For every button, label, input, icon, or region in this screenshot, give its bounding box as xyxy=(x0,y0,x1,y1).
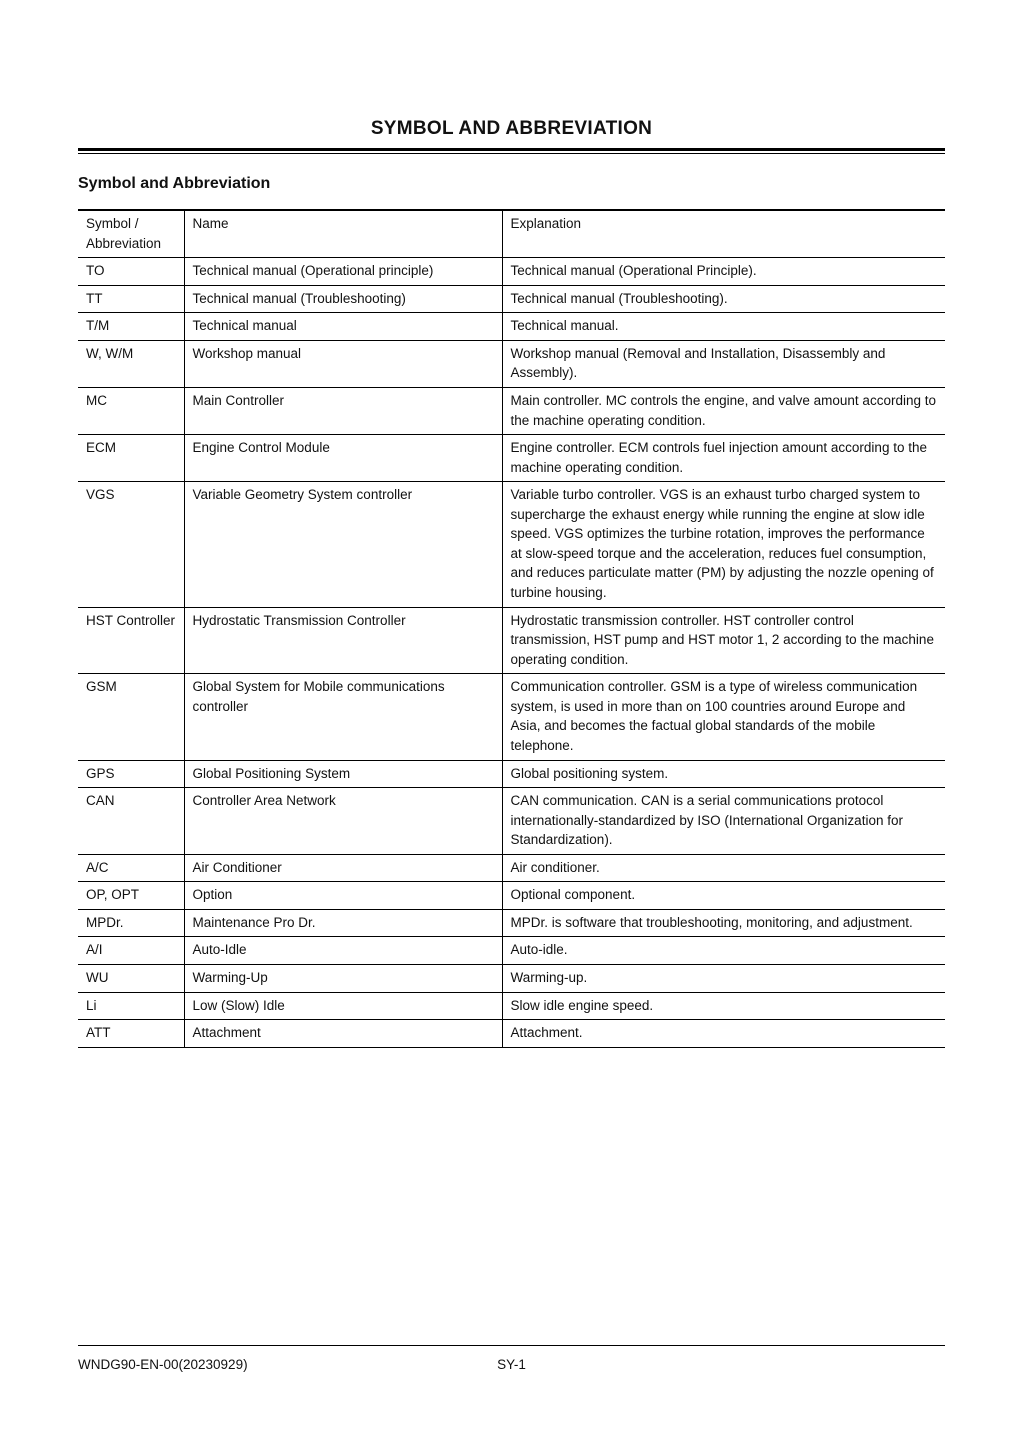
explanation-cell: Slow idle engine speed. xyxy=(502,992,945,1020)
explanation-cell: Technical manual (Operational Principle). xyxy=(502,258,945,286)
explanation-cell: CAN communication. CAN is a serial communications protocol internationally-standardized by ISO (International Organization for Standardization). xyxy=(502,788,945,855)
name-cell: Technical manual (Troubleshooting) xyxy=(184,285,502,313)
symbol-cell: MC xyxy=(78,387,184,434)
symbol-cell: OP, OPT xyxy=(78,882,184,910)
symbol-cell: A/C xyxy=(78,854,184,882)
explanation-cell: Auto-idle. xyxy=(502,937,945,965)
table-row xyxy=(78,285,945,313)
table-row xyxy=(78,435,945,482)
name-cell: Hydrostatic Transmission Controller xyxy=(184,607,502,674)
table-row xyxy=(78,909,945,937)
explanation-cell: Technical manual. xyxy=(502,313,945,341)
name-cell: Technical manual (Operational principle) xyxy=(184,258,502,286)
explanation-cell: Workshop manual (Removal and Installation, Disassembly and Assembly). xyxy=(502,340,945,387)
table-row xyxy=(78,607,945,674)
name-cell: Maintenance Pro Dr. xyxy=(184,909,502,937)
table-row xyxy=(78,788,945,855)
table-row xyxy=(78,313,945,341)
header-explanation: Explanation xyxy=(502,210,945,258)
symbol-cell: CAN xyxy=(78,788,184,855)
title-rule xyxy=(78,148,945,154)
table-row xyxy=(78,387,945,434)
symbol-cell: MPDr. xyxy=(78,909,184,937)
symbol-cell: WU xyxy=(78,965,184,993)
table-header-row xyxy=(78,210,945,258)
symbol-cell: GPS xyxy=(78,760,184,788)
symbol-cell: HST Controller xyxy=(78,607,184,674)
page-title: SYMBOL AND ABBREVIATION xyxy=(370,118,653,139)
abbreviation-table xyxy=(78,209,945,1048)
table-row xyxy=(78,258,945,286)
abbreviation-table-body xyxy=(78,258,945,1048)
explanation-cell: Air conditioner. xyxy=(502,854,945,882)
name-cell: Engine Control Module xyxy=(184,435,502,482)
table-row xyxy=(78,1020,945,1048)
header-symbol: Symbol / Abbreviation xyxy=(78,210,184,258)
header-name: Name xyxy=(184,210,502,258)
table-row xyxy=(78,760,945,788)
name-cell: Low (Slow) Idle xyxy=(184,992,502,1020)
name-cell: Air Conditioner xyxy=(184,854,502,882)
explanation-cell: Technical manual (Troubleshooting). xyxy=(502,285,945,313)
explanation-cell: Attachment. xyxy=(502,1020,945,1048)
explanation-cell: Warming-up. xyxy=(502,965,945,993)
table-row xyxy=(78,674,945,760)
name-cell: Global Positioning System xyxy=(184,760,502,788)
table-row xyxy=(78,882,945,910)
explanation-cell: Engine controller. ECM controls fuel injection amount according to the machine operating condition. xyxy=(502,435,945,482)
name-cell: Auto-Idle xyxy=(184,937,502,965)
table-row xyxy=(78,854,945,882)
explanation-cell: Variable turbo controller. VGS is an exhaust turbo charged system to supercharge the exhaust energy while running the engine at slow idle speed. VGS optimizes the turbine rotation, improves the performance at slow-speed torque and the acceleration, reduces fuel consumption, and reduces particulate matter (PM) by adjusting the nozzle opening of turbine housing. xyxy=(502,482,945,607)
symbol-cell: TT xyxy=(78,285,184,313)
name-cell: Workshop manual xyxy=(184,340,502,387)
page-footer xyxy=(78,1345,945,1372)
symbol-cell: GSM xyxy=(78,674,184,760)
symbol-cell: Li xyxy=(78,992,184,1020)
table-row xyxy=(78,937,945,965)
explanation-cell: MPDr. is software that troubleshooting, monitoring, and adjustment. xyxy=(502,909,945,937)
name-cell: Main Controller xyxy=(184,387,502,434)
name-cell: Controller Area Network xyxy=(184,788,502,855)
explanation-cell: Global positioning system. xyxy=(502,760,945,788)
name-cell: Technical manual xyxy=(184,313,502,341)
table-row xyxy=(78,992,945,1020)
explanation-cell: Optional component. xyxy=(502,882,945,910)
explanation-cell: Communication controller. GSM is a type of wireless communication system, is used in more than on 100 countries around Europe and Asia, and becomes the factual global standards of the mobile telephone. xyxy=(502,674,945,760)
section-heading: Symbol and Abbreviation xyxy=(78,175,271,192)
name-cell: Global System for Mobile communications controller xyxy=(184,674,502,760)
table-row xyxy=(78,482,945,607)
symbol-cell: ATT xyxy=(78,1020,184,1048)
symbol-cell: T/M xyxy=(78,313,184,341)
explanation-cell: Main controller. MC controls the engine, and valve amount according to the machine operating condition. xyxy=(502,387,945,434)
symbol-cell: TO xyxy=(78,258,184,286)
symbol-cell: W, W/M xyxy=(78,340,184,387)
page-number: SY-1 xyxy=(497,1357,526,1372)
name-cell: Option xyxy=(184,882,502,910)
symbol-cell: A/I xyxy=(78,937,184,965)
name-cell: Warming-Up xyxy=(184,965,502,993)
explanation-cell: Hydrostatic transmission controller. HST controller control transmission, HST pump and HST motor 1, 2 according to the machine operating condition. xyxy=(502,607,945,674)
symbol-cell: VGS xyxy=(78,482,184,607)
name-cell: Variable Geometry System controller xyxy=(184,482,502,607)
name-cell: Attachment xyxy=(184,1020,502,1048)
page-content xyxy=(78,118,945,1048)
document-number: WNDG90-EN-00(20230929) xyxy=(78,1357,248,1372)
symbol-cell: ECM xyxy=(78,435,184,482)
table-row xyxy=(78,340,945,387)
table-row xyxy=(78,965,945,993)
